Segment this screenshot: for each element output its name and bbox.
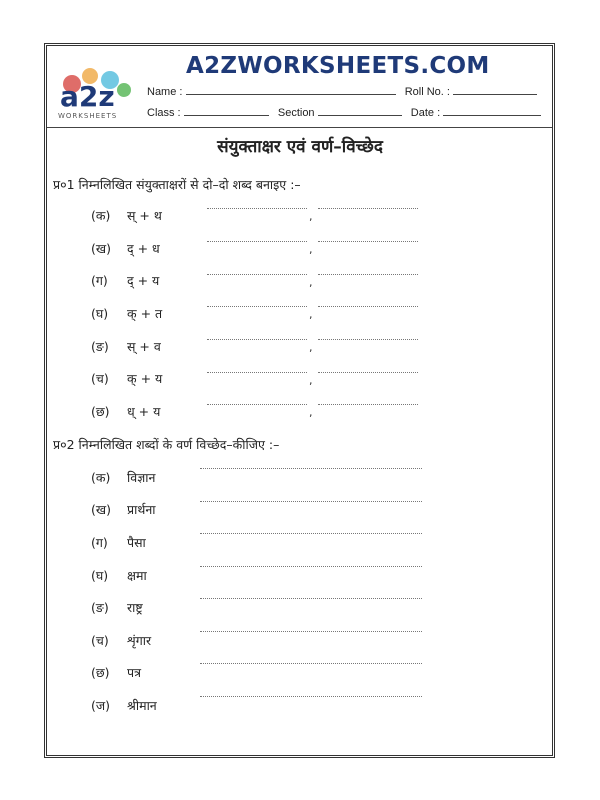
- answer-blank[interactable]: [318, 274, 418, 275]
- q1-item: (च) क् + य: [91, 371, 163, 386]
- blank-separator: ,: [309, 210, 313, 223]
- blank-separator: ,: [309, 341, 313, 354]
- answer-blank[interactable]: [200, 468, 422, 469]
- answer-blank[interactable]: [200, 533, 422, 534]
- q1-item: (ख) द् + ध: [91, 241, 160, 256]
- q1-item: (घ) क् + त: [91, 306, 163, 321]
- a2z-logo: [54, 62, 138, 122]
- blank-separator: ,: [309, 374, 313, 387]
- svg-text:WORKSHEETS: WORKSHEETS: [58, 112, 118, 120]
- answer-blank[interactable]: [207, 208, 307, 209]
- name-roll-row: [147, 86, 537, 98]
- site-title: A2ZWORKSHEETS.COM: [186, 53, 490, 79]
- date-field[interactable]: [443, 107, 541, 116]
- q1-item: (क) स् + थ: [91, 208, 162, 223]
- answer-blank[interactable]: [200, 566, 422, 567]
- class-section-date-row: [147, 107, 541, 119]
- question-2-heading: प्र०2 निम्नलिखित शब्दों के वर्ण विच्छेद–कीजिए :–: [53, 437, 280, 452]
- date-label: Date :: [410, 107, 441, 119]
- answer-blank[interactable]: [200, 598, 422, 599]
- answer-blank[interactable]: [318, 404, 418, 405]
- name-label: Name :: [147, 86, 183, 98]
- answer-blank[interactable]: [207, 241, 307, 242]
- q2-item: (ङ) राष्ट्र: [91, 600, 143, 615]
- q2-item: (ख) प्रार्थना: [91, 502, 156, 517]
- answer-blank[interactable]: [318, 372, 418, 373]
- worksheet-title: संयुक्ताक्षर एवं वर्ण–विच्छेद: [217, 137, 383, 157]
- q1-item: (ङ) स् + व: [91, 339, 161, 354]
- q2-item: (च) शृंगार: [91, 633, 152, 648]
- q1-item: (ग) द् + य: [91, 273, 160, 288]
- answer-blank[interactable]: [318, 208, 418, 209]
- q2-item: (ग) पैसा: [91, 535, 146, 550]
- answer-blank[interactable]: [207, 339, 307, 340]
- q1-item: (छ) ध् + य: [91, 404, 161, 419]
- answer-blank[interactable]: [318, 339, 418, 340]
- roll-label: Roll No. :: [404, 86, 450, 98]
- q2-item: (छ) पत्र: [91, 665, 142, 680]
- blank-separator: ,: [309, 243, 313, 256]
- blank-separator: ,: [309, 276, 313, 289]
- answer-blank[interactable]: [207, 306, 307, 307]
- class-field[interactable]: [184, 107, 269, 116]
- answer-blank[interactable]: [200, 501, 422, 502]
- answer-blank[interactable]: [200, 696, 422, 697]
- answer-blank[interactable]: [318, 306, 418, 307]
- name-field[interactable]: [186, 86, 396, 95]
- question-1-heading: प्र०1 निम्नलिखित संयुक्ताक्षरों से दो–दो शब्द बनाइए :–: [53, 177, 301, 192]
- q2-item: (क) विज्ञान: [91, 470, 156, 485]
- answer-blank[interactable]: [207, 274, 307, 275]
- answer-blank[interactable]: [200, 631, 422, 632]
- blank-separator: ,: [309, 308, 313, 321]
- section-field[interactable]: [318, 107, 402, 116]
- answer-blank[interactable]: [200, 663, 422, 664]
- roll-field[interactable]: [453, 86, 537, 95]
- q2-item: (घ) क्षमा: [91, 568, 147, 583]
- class-label: Class :: [147, 107, 181, 119]
- answer-blank[interactable]: [207, 372, 307, 373]
- section-label: Section: [277, 107, 315, 119]
- header-divider: [47, 127, 552, 128]
- svg-text:a2z: a2z: [60, 80, 115, 113]
- blank-separator: ,: [309, 406, 313, 419]
- q2-item: (ज) श्रीमान: [91, 698, 157, 713]
- answer-blank[interactable]: [207, 404, 307, 405]
- answer-blank[interactable]: [318, 241, 418, 242]
